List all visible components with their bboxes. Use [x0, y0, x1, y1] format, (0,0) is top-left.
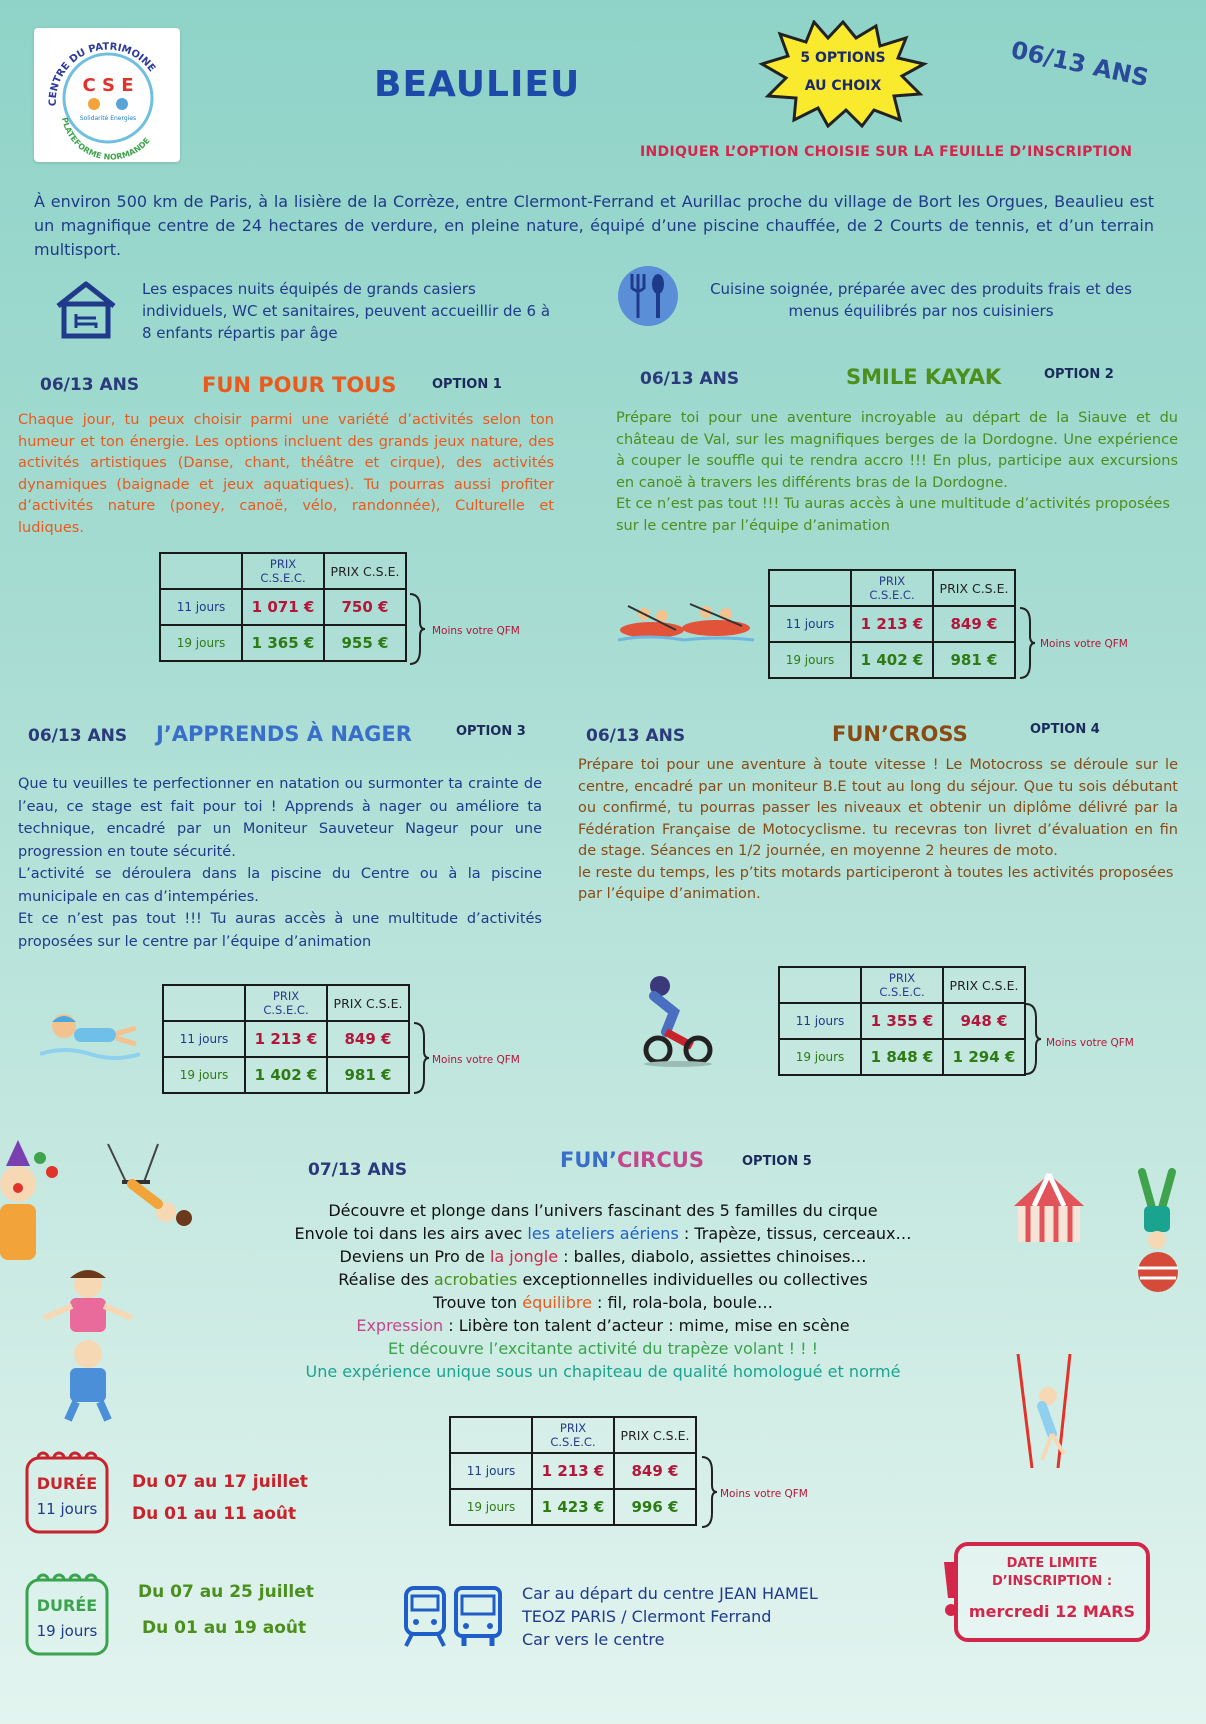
circus-line-1: Découvre et plonge dans l’univers fascinant des 5 familles du cirque: [328, 1201, 878, 1220]
price-header-csec: PRIX C.S.E.C.: [245, 985, 327, 1021]
row-days: 11 jours: [163, 1021, 245, 1057]
price-header-csec: PRIX C.S.E.C.: [532, 1417, 614, 1453]
transport-text: [522, 1582, 818, 1651]
circus-text: : fil, rola-bola, boule…: [591, 1293, 773, 1312]
logo-sub: Solidarité Energies: [79, 115, 137, 122]
row-days: 11 jours: [769, 606, 851, 642]
qfm-note: Moins votre QFM: [720, 1488, 808, 1500]
train-icon: [402, 1586, 448, 1652]
option2-text-p2: Et ce n’est pas tout !!! Tu auras accès à une multitude d’activités proposées sur le centre par l’équipe d’animation: [616, 496, 1170, 534]
price-header-csec: PRIX C.S.E.C.: [861, 967, 943, 1003]
cse-logo: [34, 28, 180, 162]
option4-age: 06/13 ANS: [586, 726, 686, 746]
page-title: BEAULIEU: [374, 64, 581, 105]
price-csec: 1 402 €: [851, 642, 933, 678]
duration-label: DURÉE: [36, 1474, 98, 1493]
circus-tent-illustration: [1010, 1172, 1088, 1248]
option4-text: [578, 755, 1178, 906]
qfm-note: Moins votre QFM: [432, 625, 520, 637]
intro-paragraph: À environ 500 km de Paris, à la lisière de la Corrèze, entre Clermont-Ferrand et Aurillac proche du village de Bort les Orgues, Beaulieu est un magnifique centre de 24 hectares de verdure, en pleine nature, équipé d’une piscine chauffée, de 2 Courts de tennis, et d’un terrain multisport.: [34, 192, 1154, 259]
option1-title: FUN POUR TOUS: [202, 373, 397, 397]
transport-line2: TEOZ PARIS / Clermont Ferrand: [522, 1607, 772, 1626]
row-days: 19 jours: [769, 642, 851, 678]
d19-date1: Du 07 au 25 juillet: [138, 1582, 314, 1602]
row-days: 11 jours: [779, 1003, 861, 1039]
calendar-19-icon: [24, 1568, 110, 1658]
aerial-acrobat-illustration: [1012, 1352, 1078, 1482]
kayak-illustration: [618, 596, 754, 648]
exclamation-icon: [940, 1560, 962, 1624]
duration-days: 11 jours: [36, 1500, 98, 1518]
row-days: 19 jours: [160, 625, 242, 661]
price-header-cse: PRIX C.S.E.: [327, 985, 409, 1021]
circus-line-6: [0, 1314, 1206, 1337]
d19-date2: Du 01 au 19 août: [142, 1618, 307, 1638]
qfm-note: Moins votre QFM: [1046, 1037, 1134, 1049]
acrobat-children-illustration: [40, 1262, 136, 1426]
price-csec: 1 848 €: [861, 1039, 943, 1075]
logo-top-text: CENTRE DU PATRIMOINE: [47, 41, 158, 107]
price-cse: 981 €: [933, 642, 1015, 678]
price-csec: 1 071 €: [242, 589, 324, 625]
option1-age: 06/13 ANS: [40, 375, 140, 395]
price-cse: 1 294 €: [943, 1039, 1025, 1075]
circus-text: exceptionnelles individuelles ou collectives: [517, 1270, 868, 1289]
motocross-illustration: [636, 972, 720, 1072]
circus-line-5: [0, 1291, 1206, 1314]
option2-title: SMILE KAYAK: [846, 365, 1002, 389]
price-header-cse: PRIX C.S.E.: [614, 1417, 696, 1453]
qfm-note: Moins votre QFM: [1040, 638, 1128, 650]
brace-icon: [700, 1455, 718, 1533]
lodging-text: Les espaces nuits équipés de grands casiers individuels, WC et sanitaires, peuvent accueillir de 6 à 8 enfants répartis par âge: [142, 280, 551, 342]
option2-age: 06/13 ANS: [640, 369, 740, 389]
option4-price-table: [778, 966, 1026, 1076]
option2-label: OPTION 2: [1044, 367, 1114, 382]
brace-icon: [1024, 1002, 1042, 1080]
circus-line-3: [0, 1245, 1206, 1268]
circus-line-7: Et découvre l’excitante activité du trapèze volant ! ! !: [388, 1339, 818, 1358]
circus-text: Réalise des: [338, 1270, 434, 1289]
brace-icon: [408, 592, 426, 670]
option3-text: [18, 773, 542, 953]
row-days: 19 jours: [450, 1489, 532, 1525]
price-cse: 849 €: [933, 606, 1015, 642]
logo-letters: C S E: [82, 75, 134, 96]
option4-title: FUN’CROSS: [832, 722, 968, 746]
clown-illustration: [0, 1136, 60, 1266]
circus-text: : Libère ton talent d’acteur : mime, mise en scène: [443, 1316, 850, 1335]
brace-icon: [1018, 606, 1036, 684]
food-text: Cuisine soignée, préparée avec des produits frais et des menus équilibrés par nos cuisiniers: [710, 280, 1132, 320]
row-days: 11 jours: [450, 1453, 532, 1489]
circus-highlight: la jongle: [489, 1247, 559, 1266]
circus-line-8: Une expérience unique sous un chapiteau de qualité homologué et normé: [305, 1362, 901, 1381]
circus-highlight: les ateliers aériens: [527, 1224, 679, 1243]
option4-text-p2: le reste du temps, les p’tits motards participeront à toutes les activités proposées par l’équipe d’animation.: [578, 864, 1174, 902]
option3-label: OPTION 3: [456, 724, 526, 739]
price-csec: 1 213 €: [245, 1021, 327, 1057]
price-cse: 981 €: [327, 1057, 409, 1093]
option1-price-table: [159, 552, 407, 662]
circus-highlight: Expression: [356, 1316, 444, 1335]
duration-days: 19 jours: [36, 1622, 98, 1640]
option3-age: 06/13 ANS: [28, 726, 128, 746]
house-icon: [52, 278, 120, 344]
option5-age: 07/13 ANS: [308, 1160, 408, 1180]
circus-text: Trouve ton: [432, 1293, 523, 1312]
option3-text-p1: Que tu veuilles te perfectionner en natation ou surmonter ta crainte de l’eau, ce stage est fait pour toi ! Apprends à nager ou améliore ta technique, encadré par un Moniteur Sauveteur Nageur pour une progression en toute sécurité.: [18, 776, 542, 860]
brace-icon: [412, 1021, 430, 1099]
instruction-text: INDIQUER L’OPTION CHOISIE SUR LA FEUILLE D’INSCRIPTION: [640, 144, 1133, 160]
option1-label: OPTION 1: [432, 377, 502, 392]
price-header-cse: PRIX C.S.E.: [933, 570, 1015, 606]
row-days: 19 jours: [163, 1057, 245, 1093]
header-age: 06/13 ANS: [1008, 35, 1152, 93]
price-header-cse: PRIX C.S.E.: [943, 967, 1025, 1003]
swimmer-illustration: [40, 1004, 140, 1068]
calendar-11-icon: [24, 1446, 110, 1536]
circus-text: Envole toi dans les airs avec: [294, 1224, 528, 1243]
d11-date2: Du 01 au 11 août: [132, 1504, 297, 1524]
circus-line-4: [0, 1268, 1206, 1291]
duration-label: DURÉE: [36, 1596, 98, 1615]
option2-text: [616, 408, 1178, 537]
price-cse: 955 €: [324, 625, 406, 661]
price-header-csec: PRIX C.S.E.C.: [851, 570, 933, 606]
logo-bottom-text: PLATEFORME NORMANDE: [59, 116, 152, 162]
price-cse: 849 €: [327, 1021, 409, 1057]
price-csec: 1 402 €: [245, 1057, 327, 1093]
cutlery-icon: [616, 262, 680, 332]
option4-label: OPTION 4: [1030, 722, 1100, 737]
options-burst: [758, 20, 928, 128]
d11-date1: Du 07 au 17 juillet: [132, 1472, 308, 1492]
price-cse: 750 €: [324, 589, 406, 625]
trapeze-child-illustration: [104, 1142, 196, 1232]
logo-graphic: [34, 28, 180, 162]
option5-label: OPTION 5: [742, 1154, 812, 1169]
option3-title: J’APPRENDS À NAGER: [156, 722, 412, 746]
starburst-icon: [758, 20, 928, 128]
burst-line1: 5 OPTIONS: [800, 50, 886, 66]
price-cse: 948 €: [943, 1003, 1025, 1039]
circus-text: Deviens un Pro de: [339, 1247, 490, 1266]
circus-highlight: acrobaties: [433, 1270, 518, 1289]
option3-text-p3: Et ce n’est pas tout !!! Tu auras accès à une multitude d’activités proposées sur le centre par l’équipe d’animation: [18, 911, 542, 950]
option2-text-p1: Prépare toi pour une aventure incroyable au départ de la Siauve et du château de Val, sur les magnifiques berges de la Dordogne. Une expérience à couper le souffle qui te rendra accro !!! En plus, participe aux excursions en canoë à travers les différents bras de la Dordogne.: [616, 410, 1178, 491]
row-days: 11 jours: [160, 589, 242, 625]
qfm-note: Moins votre QFM: [432, 1054, 520, 1066]
option5-title-b: CIRCUS: [616, 1148, 704, 1172]
transport-line1: Car au départ du centre JEAN HAMEL: [522, 1584, 818, 1603]
price-csec: 1 213 €: [851, 606, 933, 642]
option4-text-p1: Prépare toi pour une aventure à toute vitesse ! Le Motocross se déroule sur le centre, encadré par un moniteur B.E tout au long du séjour. Que tu sois débutant ou confirmé, tu pourras passer les niveaux et obtenir un diplôme délivré par la Fédération Française de Motocyclisme. tu recevras ton livret d’évaluation en fin de stage. Séances en 1/2 journée, en moyenne 2 heures de moto.: [578, 757, 1178, 859]
option3-text-p2: L’activité se déroulera dans la piscine du Centre ou à la piscine municipale en cas d’intempéries.: [18, 866, 542, 905]
option1-text: Chaque jour, tu peux choisir parmi une variété d’activités selon ton humeur et ton énergie. Les options incluent des grands jeux nature, des activités artistiques (Danse, chant, théâtre et cirque), des activités dynamiques (baignade et jeux aquatiques). Tu pourras aussi profiter d’activités nature (poney, canoë, vélo, randonnée), Culturelle et ludiques.: [18, 412, 554, 536]
price-csec: 1 365 €: [242, 625, 324, 661]
burst-line2: AU CHOIX: [804, 78, 882, 94]
transport-line3: Car vers le centre: [522, 1630, 665, 1649]
circus-highlight: équilibre: [522, 1293, 592, 1312]
ball-acrobat-illustration: [1124, 1168, 1190, 1296]
deadline-box: [954, 1542, 1150, 1642]
deadline-line2: D’INSCRIPTION :: [991, 1574, 1113, 1589]
price-csec: 1 423 €: [532, 1489, 614, 1525]
option2-price-table: [768, 569, 1016, 679]
circus-text: : balles, diabolo, assiettes chinoises…: [558, 1247, 867, 1266]
price-cse: 996 €: [614, 1489, 696, 1525]
price-cse: 849 €: [614, 1453, 696, 1489]
row-days: 19 jours: [779, 1039, 861, 1075]
circus-text: : Trapèze, tissus, cerceaux…: [678, 1224, 912, 1243]
price-header-csec: PRIX C.S.E.C.: [242, 553, 324, 589]
price-header-cse: PRIX C.S.E.: [324, 553, 406, 589]
option5-price-table: [449, 1416, 697, 1526]
option5-title: [560, 1148, 704, 1172]
price-csec: 1 355 €: [861, 1003, 943, 1039]
deadline-line1: DATE LIMITE: [1006, 1556, 1098, 1571]
bus-icon: [452, 1586, 504, 1652]
option3-price-table: [162, 984, 410, 1094]
deadline-date: mercredi 12 MARS: [968, 1602, 1136, 1621]
price-csec: 1 213 €: [532, 1453, 614, 1489]
option5-title-a: FUN’: [560, 1148, 617, 1172]
